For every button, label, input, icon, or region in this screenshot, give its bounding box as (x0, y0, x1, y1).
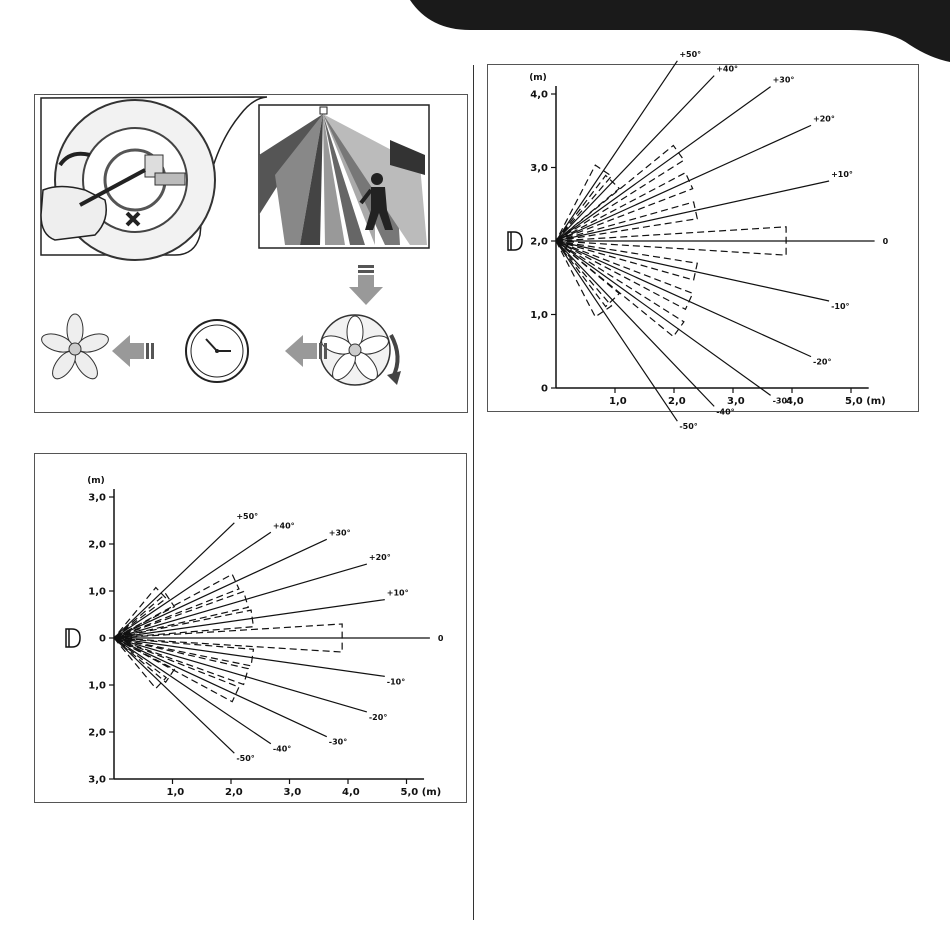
detection-chart-top (487, 49, 919, 432)
y-tick-label: 3,0 (88, 492, 106, 504)
y-tick-label: 3,0 (530, 163, 548, 174)
ray-label: +40° (272, 521, 295, 531)
ray-label: -50° (236, 754, 255, 764)
ray-label: -30° (772, 396, 792, 406)
detection-ray (556, 241, 714, 406)
ray-label: -10° (386, 677, 406, 687)
clock-icon (186, 320, 248, 382)
ray-label: -40° (716, 407, 735, 417)
y-tick-label: 3,0 (88, 774, 106, 786)
detection-zone (114, 574, 239, 638)
y-tick-label: 1,0 (88, 680, 106, 692)
ray-label: +30° (772, 75, 795, 85)
detection-zone (114, 638, 239, 702)
x-tick-label: 5,0 (m) (845, 396, 886, 407)
ray-label: +20° (813, 114, 835, 124)
detection-chart-top-svg (488, 49, 918, 432)
detection-zone (556, 202, 697, 241)
y-tick-label: 2,0 (88, 727, 106, 739)
x-tick-label: 3,0 (283, 787, 302, 798)
detection-ray (114, 532, 271, 638)
rotating-fan-icon (319, 315, 401, 385)
detection-chart-bottom-svg (35, 454, 466, 802)
motion-sensor-icon (259, 105, 429, 248)
ray-label: +50° (236, 511, 259, 521)
ray-label: -20° (813, 357, 832, 367)
detection-zone (556, 241, 697, 280)
ray-label: -30° (328, 737, 348, 747)
x-tick-label: 1,0 (166, 787, 185, 798)
y-tick-label: 4,0 (530, 89, 548, 101)
x-tick-label: 4,0 (786, 396, 804, 407)
y-tick-label: 0 (99, 633, 106, 645)
ray-label: 0 (882, 237, 889, 246)
x-tick-label: 4,0 (342, 787, 360, 798)
y-unit-label: (m) (529, 73, 547, 83)
ray-label: -20° (368, 712, 388, 722)
installation-illustration (35, 95, 467, 412)
y-tick-label: 2,0 (530, 236, 548, 248)
y-tick-label: 2,0 (88, 539, 106, 551)
ray-label: -10° (831, 301, 850, 311)
ray-label: -50° (679, 422, 698, 432)
column-divider (473, 65, 474, 920)
x-tick-label: 5,0 (m) (400, 787, 442, 798)
ray-label: +40° (716, 64, 739, 74)
fan-icon (39, 314, 110, 383)
x-tick-label: 1,0 (609, 396, 627, 407)
y-tick-label: 1,0 (88, 586, 106, 598)
x-tick-label: 2,0 (225, 787, 243, 798)
x-tick-label: 3,0 (727, 396, 745, 407)
ray-label: +20° (368, 553, 391, 563)
arrow-left-icon (112, 335, 154, 367)
y-unit-label: (m) (87, 476, 105, 486)
x-tick-label: 2,0 (668, 396, 686, 407)
arrow-down-icon (349, 265, 383, 305)
ray-label: +30° (328, 528, 351, 538)
y-tick-label: 0 (541, 383, 548, 395)
ray-label: +50° (679, 49, 702, 59)
header-corner-tab (410, 0, 950, 70)
arrow-left-icon (285, 335, 327, 367)
ray-label: +10° (386, 588, 409, 598)
ray-label: 0 (437, 634, 444, 643)
sensor-symbol-icon (508, 232, 522, 250)
ray-label: -40° (272, 744, 292, 754)
ray-label: +10° (831, 170, 853, 180)
detection-chart-bottom (34, 453, 467, 803)
detection-ray (556, 76, 714, 241)
y-tick-label: 1,0 (530, 310, 548, 321)
sensor-symbol-icon (66, 629, 80, 647)
installation-panel (34, 94, 468, 413)
